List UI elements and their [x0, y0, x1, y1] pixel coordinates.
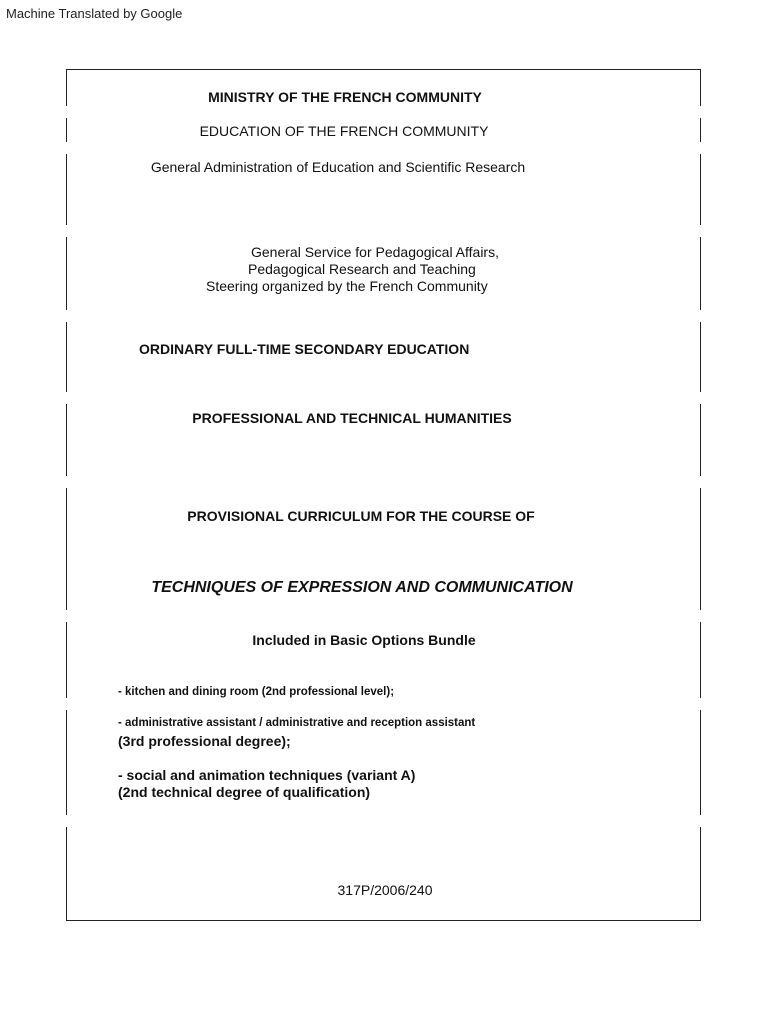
border-gap	[66, 310, 68, 322]
service-line-2: Pedagogical Research and Teaching	[248, 261, 476, 277]
border-gap	[700, 106, 702, 118]
option-item-detail: (2nd technical degree of qualification)	[118, 784, 371, 800]
border-gap	[66, 106, 68, 118]
border-gap	[66, 476, 68, 488]
course-title: TECHNIQUES OF EXPRESSION AND COMMUNICATION	[151, 579, 573, 596]
border-gap	[66, 392, 68, 404]
option-item: - administrative assistant / administrative and reception assistant	[118, 717, 476, 729]
border-gap	[700, 476, 702, 488]
border-gap	[700, 698, 702, 710]
ministry-heading: MINISTRY OF THE FRENCH COMMUNITY	[208, 89, 482, 105]
border-gap	[66, 698, 68, 710]
option-item: - kitchen and dining room (2nd professional level);	[118, 686, 395, 698]
humanities-heading: PROFESSIONAL AND TECHNICAL HUMANITIES	[192, 410, 512, 426]
machine-translation-banner: Machine Translated by Google	[6, 6, 183, 21]
border-gap	[700, 225, 702, 237]
education-heading: EDUCATION OF THE FRENCH COMMUNITY	[199, 123, 489, 139]
administration-heading: General Administration of Education and Scientific Research	[150, 159, 526, 175]
service-line-1: General Service for Pedagogical Affairs,	[251, 244, 499, 260]
border-gap	[700, 310, 702, 322]
border-gap	[66, 815, 68, 827]
border-gap	[66, 142, 68, 154]
option-item: - social and animation techniques (variant A)	[118, 767, 416, 783]
service-line-3: Steering organized by the French Community	[206, 278, 488, 294]
border-gap	[700, 610, 702, 622]
border-gap	[66, 225, 68, 237]
education-level: ORDINARY FULL-TIME SECONDARY EDUCATION	[139, 341, 470, 357]
border-gap	[66, 610, 68, 622]
border-gap	[700, 815, 702, 827]
bundle-label: Included in Basic Options Bundle	[252, 632, 476, 648]
option-item-detail: (3rd professional degree);	[118, 733, 291, 749]
border-gap	[700, 392, 702, 404]
document-reference: 317P/2006/240	[337, 882, 433, 898]
curriculum-heading: PROVISIONAL CURRICULUM FOR THE COURSE OF	[187, 508, 535, 524]
border-gap	[700, 142, 702, 154]
